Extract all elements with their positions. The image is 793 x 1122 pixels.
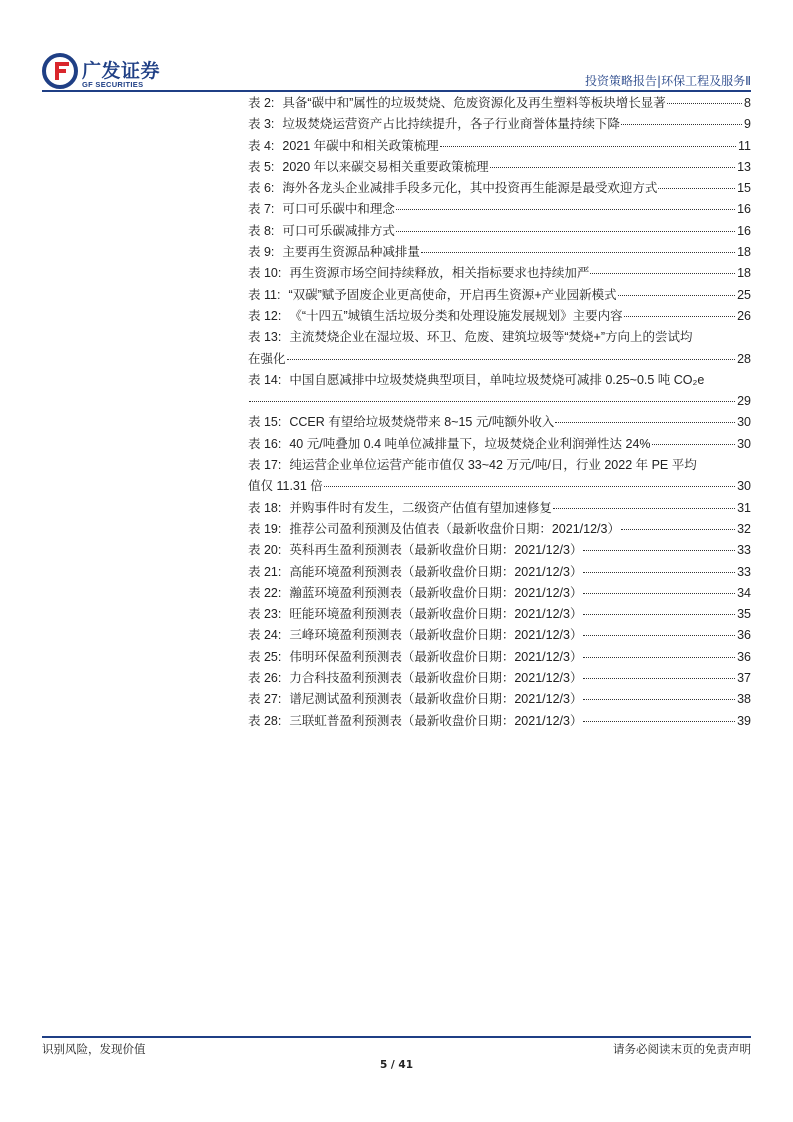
toc-page: 13 <box>737 159 751 174</box>
toc-entry[interactable] <box>248 327 751 370</box>
toc-label: 表 26: <box>248 671 282 686</box>
toc-title: 旺能环境盈利预测表（最新收盘价日期：2021/12/3） <box>289 607 583 622</box>
toc-title: 英科再生盈利预测表（最新收盘价日期：2021/12/3） <box>289 543 583 558</box>
toc-leader <box>583 666 735 679</box>
toc-page: 35 <box>737 607 751 622</box>
toc-title-cont: 在强化 <box>248 351 286 366</box>
toc-leader <box>652 432 736 445</box>
toc-leader <box>396 219 735 232</box>
toc-title: 并购事件时有发生，二级资产估值有望加速修复 <box>289 500 552 515</box>
toc-label: 表 13: <box>248 330 282 345</box>
toc-leader <box>324 474 735 487</box>
toc-title: 可口可乐碳中和理念 <box>282 202 395 217</box>
toc-title: 海外各龙头企业减排手段多元化，其中投资再生能源是最受欢迎方式 <box>282 181 658 196</box>
table-of-tables <box>248 93 751 732</box>
toc-entry[interactable] <box>248 647 751 668</box>
toc-page: 31 <box>737 500 751 515</box>
toc-entry[interactable] <box>248 263 751 284</box>
toc-title: 垃圾焚烧运营资产占比持续提升，各子行业商誉体量持续下降 <box>282 117 620 132</box>
toc-entry[interactable] <box>248 242 751 263</box>
page-header <box>0 0 793 100</box>
toc-title: 力合科技盈利预测表（最新收盘价日期：2021/12/3） <box>289 671 583 686</box>
toc-leader <box>421 240 735 253</box>
toc-label: 表 23: <box>248 607 282 622</box>
toc-label: 表 5: <box>248 159 275 174</box>
toc-page: 26 <box>737 308 751 323</box>
toc-leader <box>440 134 736 147</box>
toc-leader <box>590 261 735 274</box>
toc-page: 16 <box>737 223 751 238</box>
toc-leader <box>583 581 735 594</box>
page-number: 5 / 41 <box>379 1059 414 1071</box>
toc-page: 11 <box>738 138 751 153</box>
toc-title: 谱尼测试盈利预测表（最新收盘价日期：2021/12/3） <box>289 692 583 707</box>
toc-leader <box>658 176 735 189</box>
toc-page: 36 <box>737 628 751 643</box>
toc-title: CCER 有望给垃圾焚烧带来 8~15 元/吨额外收入 <box>289 415 555 430</box>
toc-leader <box>583 602 735 615</box>
toc-title: “双碳”赋予固废企业更高使命，开启再生资源+产业园新模式 <box>288 287 617 302</box>
toc-label: 表 11: <box>248 287 281 302</box>
toc-leader <box>555 410 735 423</box>
toc-page: 36 <box>737 649 751 664</box>
toc-leader <box>583 709 735 722</box>
toc-title: 再生资源市场空间持续释放，相关指标要求也持续加严 <box>289 266 590 281</box>
report-type: 投资策略报告|环保工程及服务Ⅱ <box>585 74 751 88</box>
toc-title: 2021 年碳中和相关政策梳理 <box>282 138 439 153</box>
toc-title: 可口可乐碳减排方式 <box>282 223 395 238</box>
toc-leader <box>667 91 742 104</box>
toc-title: 40 元/吨叠加 0.4 吨单位减排量下，垃圾焚烧企业利润弹性达 24% <box>289 436 651 451</box>
toc-page: 33 <box>737 564 751 579</box>
toc-page: 16 <box>737 202 751 217</box>
toc-entry[interactable] <box>248 136 751 157</box>
toc-entry[interactable] <box>248 157 751 178</box>
toc-title: 2020 年以来碳交易相关重要政策梳理 <box>282 159 489 174</box>
toc-page: 39 <box>737 713 751 728</box>
toc-page: 37 <box>737 671 751 686</box>
toc-leader <box>583 560 735 573</box>
toc-label: 表 10: <box>248 266 282 281</box>
toc-page: 29 <box>737 394 751 409</box>
toc-page: 8 <box>744 96 751 110</box>
logo-chinese-name: 广发证券 <box>82 60 161 82</box>
toc-entry[interactable] <box>248 93 751 114</box>
toc-page: 28 <box>737 351 751 366</box>
toc-title: 三联虹普盈利预测表（最新收盘价日期：2021/12/3） <box>289 713 583 728</box>
header-divider <box>42 90 751 92</box>
toc-title: 推荐公司盈利预测及估值表（最新收盘价日期：2021/12/3） <box>289 521 620 536</box>
toc-label: 表 3: <box>248 117 275 132</box>
toc-leader <box>287 347 736 360</box>
toc-leader <box>583 687 735 700</box>
gf-logo-mark-icon <box>42 53 78 89</box>
toc-leader <box>618 283 736 296</box>
footer-divider <box>42 1036 751 1038</box>
toc-label: 表 2: <box>248 96 275 110</box>
toc-label: 表 9: <box>248 245 275 260</box>
toc-entry[interactable] <box>248 221 751 242</box>
toc-page: 25 <box>737 287 751 302</box>
gf-securities-logo <box>42 53 172 93</box>
toc-title: 三峰环境盈利预测表（最新收盘价日期：2021/12/3） <box>289 628 583 643</box>
toc-label: 表 8: <box>248 223 275 238</box>
toc-title: 《“十四五”城镇生活垃圾分类和处理设施发展规划》主要内容 <box>289 308 623 323</box>
toc-entry[interactable] <box>248 668 751 689</box>
toc-title: 主流焚烧企业在湿垃圾、环卫、危废、建筑垃圾等“焚烧+”方向上的尝试均 <box>289 330 693 345</box>
toc-leader <box>583 645 735 658</box>
toc-label: 表 7: <box>248 202 275 217</box>
toc-title: 伟明环保盈利预测表（最新收盘价日期：2021/12/3） <box>289 649 583 664</box>
toc-label: 表 15: <box>248 415 282 430</box>
toc-leader <box>490 155 735 168</box>
toc-page: 34 <box>737 585 751 600</box>
toc-label: 表 17: <box>248 458 282 473</box>
logo-english-name: GF SECURITIES <box>82 80 144 89</box>
toc-entry[interactable] <box>248 178 751 199</box>
toc-entry[interactable] <box>248 412 751 433</box>
toc-page: 32 <box>737 521 751 536</box>
toc-entry[interactable] <box>248 604 751 625</box>
toc-entry[interactable] <box>248 370 751 413</box>
toc-entry[interactable] <box>248 306 751 327</box>
toc-leader <box>583 623 735 636</box>
toc-title: 中国自愿减排中垃圾焚烧典型项目，单吨垃圾焚烧可减排 0.25~0.5 吨 CO₂e <box>289 372 705 387</box>
toc-label: 表 28: <box>248 713 282 728</box>
toc-leader <box>396 197 735 210</box>
toc-entry[interactable] <box>248 562 751 583</box>
toc-leader <box>553 496 735 509</box>
toc-entry[interactable] <box>248 199 751 220</box>
toc-entry[interactable] <box>248 711 751 732</box>
toc-page: 18 <box>737 266 751 281</box>
toc-page: 30 <box>737 479 751 494</box>
toc-page: 33 <box>737 543 751 558</box>
toc-page: 18 <box>737 245 751 260</box>
toc-label: 表 22: <box>248 585 282 600</box>
toc-label: 表 19: <box>248 521 282 536</box>
toc-page: 9 <box>744 117 751 132</box>
toc-leader <box>249 389 735 402</box>
footer-disclaimer-note: 请务必阅读末页的免责声明 <box>613 1042 751 1056</box>
toc-leader <box>621 517 735 530</box>
toc-entry[interactable] <box>248 540 751 561</box>
toc-title: 具备“碳中和”属性的垃圾焚烧、危废资源化及再生塑料等板块增长显著 <box>282 96 666 110</box>
toc-leader <box>621 112 742 125</box>
toc-label: 表 20: <box>248 543 282 558</box>
toc-entry[interactable] <box>248 689 751 710</box>
toc-label: 表 16: <box>248 436 282 451</box>
toc-page: 15 <box>737 181 751 196</box>
toc-page: 38 <box>737 692 751 707</box>
toc-title: 瀚蓝环境盈利预测表（最新收盘价日期：2021/12/3） <box>289 585 583 600</box>
toc-leader <box>583 538 735 551</box>
toc-label: 表 27: <box>248 692 282 707</box>
toc-label: 表 6: <box>248 181 275 196</box>
toc-title: 高能环境盈利预测表（最新收盘价日期：2021/12/3） <box>289 564 583 579</box>
toc-page: 30 <box>737 436 751 451</box>
toc-title: 纯运营企业单位运营产能市值仅 33~42 万元/吨/日，行业 2022 年 PE 平均 <box>289 458 697 473</box>
footer-slogan: 识别风险，发现价值 <box>42 1042 146 1056</box>
toc-entry[interactable] <box>248 285 751 306</box>
toc-entry[interactable] <box>248 583 751 604</box>
toc-entry[interactable] <box>248 625 751 646</box>
toc-entry[interactable] <box>248 498 751 519</box>
toc-label: 表 14: <box>248 372 282 387</box>
toc-entry[interactable] <box>248 114 751 135</box>
toc-label: 表 24: <box>248 628 282 643</box>
toc-title-cont: 值仅 11.31 倍 <box>248 479 323 494</box>
toc-entry[interactable] <box>248 434 751 455</box>
toc-label: 表 4: <box>248 138 275 153</box>
toc-leader <box>624 304 735 317</box>
toc-label: 表 25: <box>248 649 282 664</box>
toc-label: 表 21: <box>248 564 282 579</box>
toc-title: 主要再生资源品种减排量 <box>282 245 420 260</box>
toc-entry[interactable] <box>248 519 751 540</box>
toc-entry[interactable] <box>248 455 751 498</box>
toc-page: 30 <box>737 415 751 430</box>
toc-label: 表 18: <box>248 500 282 515</box>
toc-label: 表 12: <box>248 308 282 323</box>
